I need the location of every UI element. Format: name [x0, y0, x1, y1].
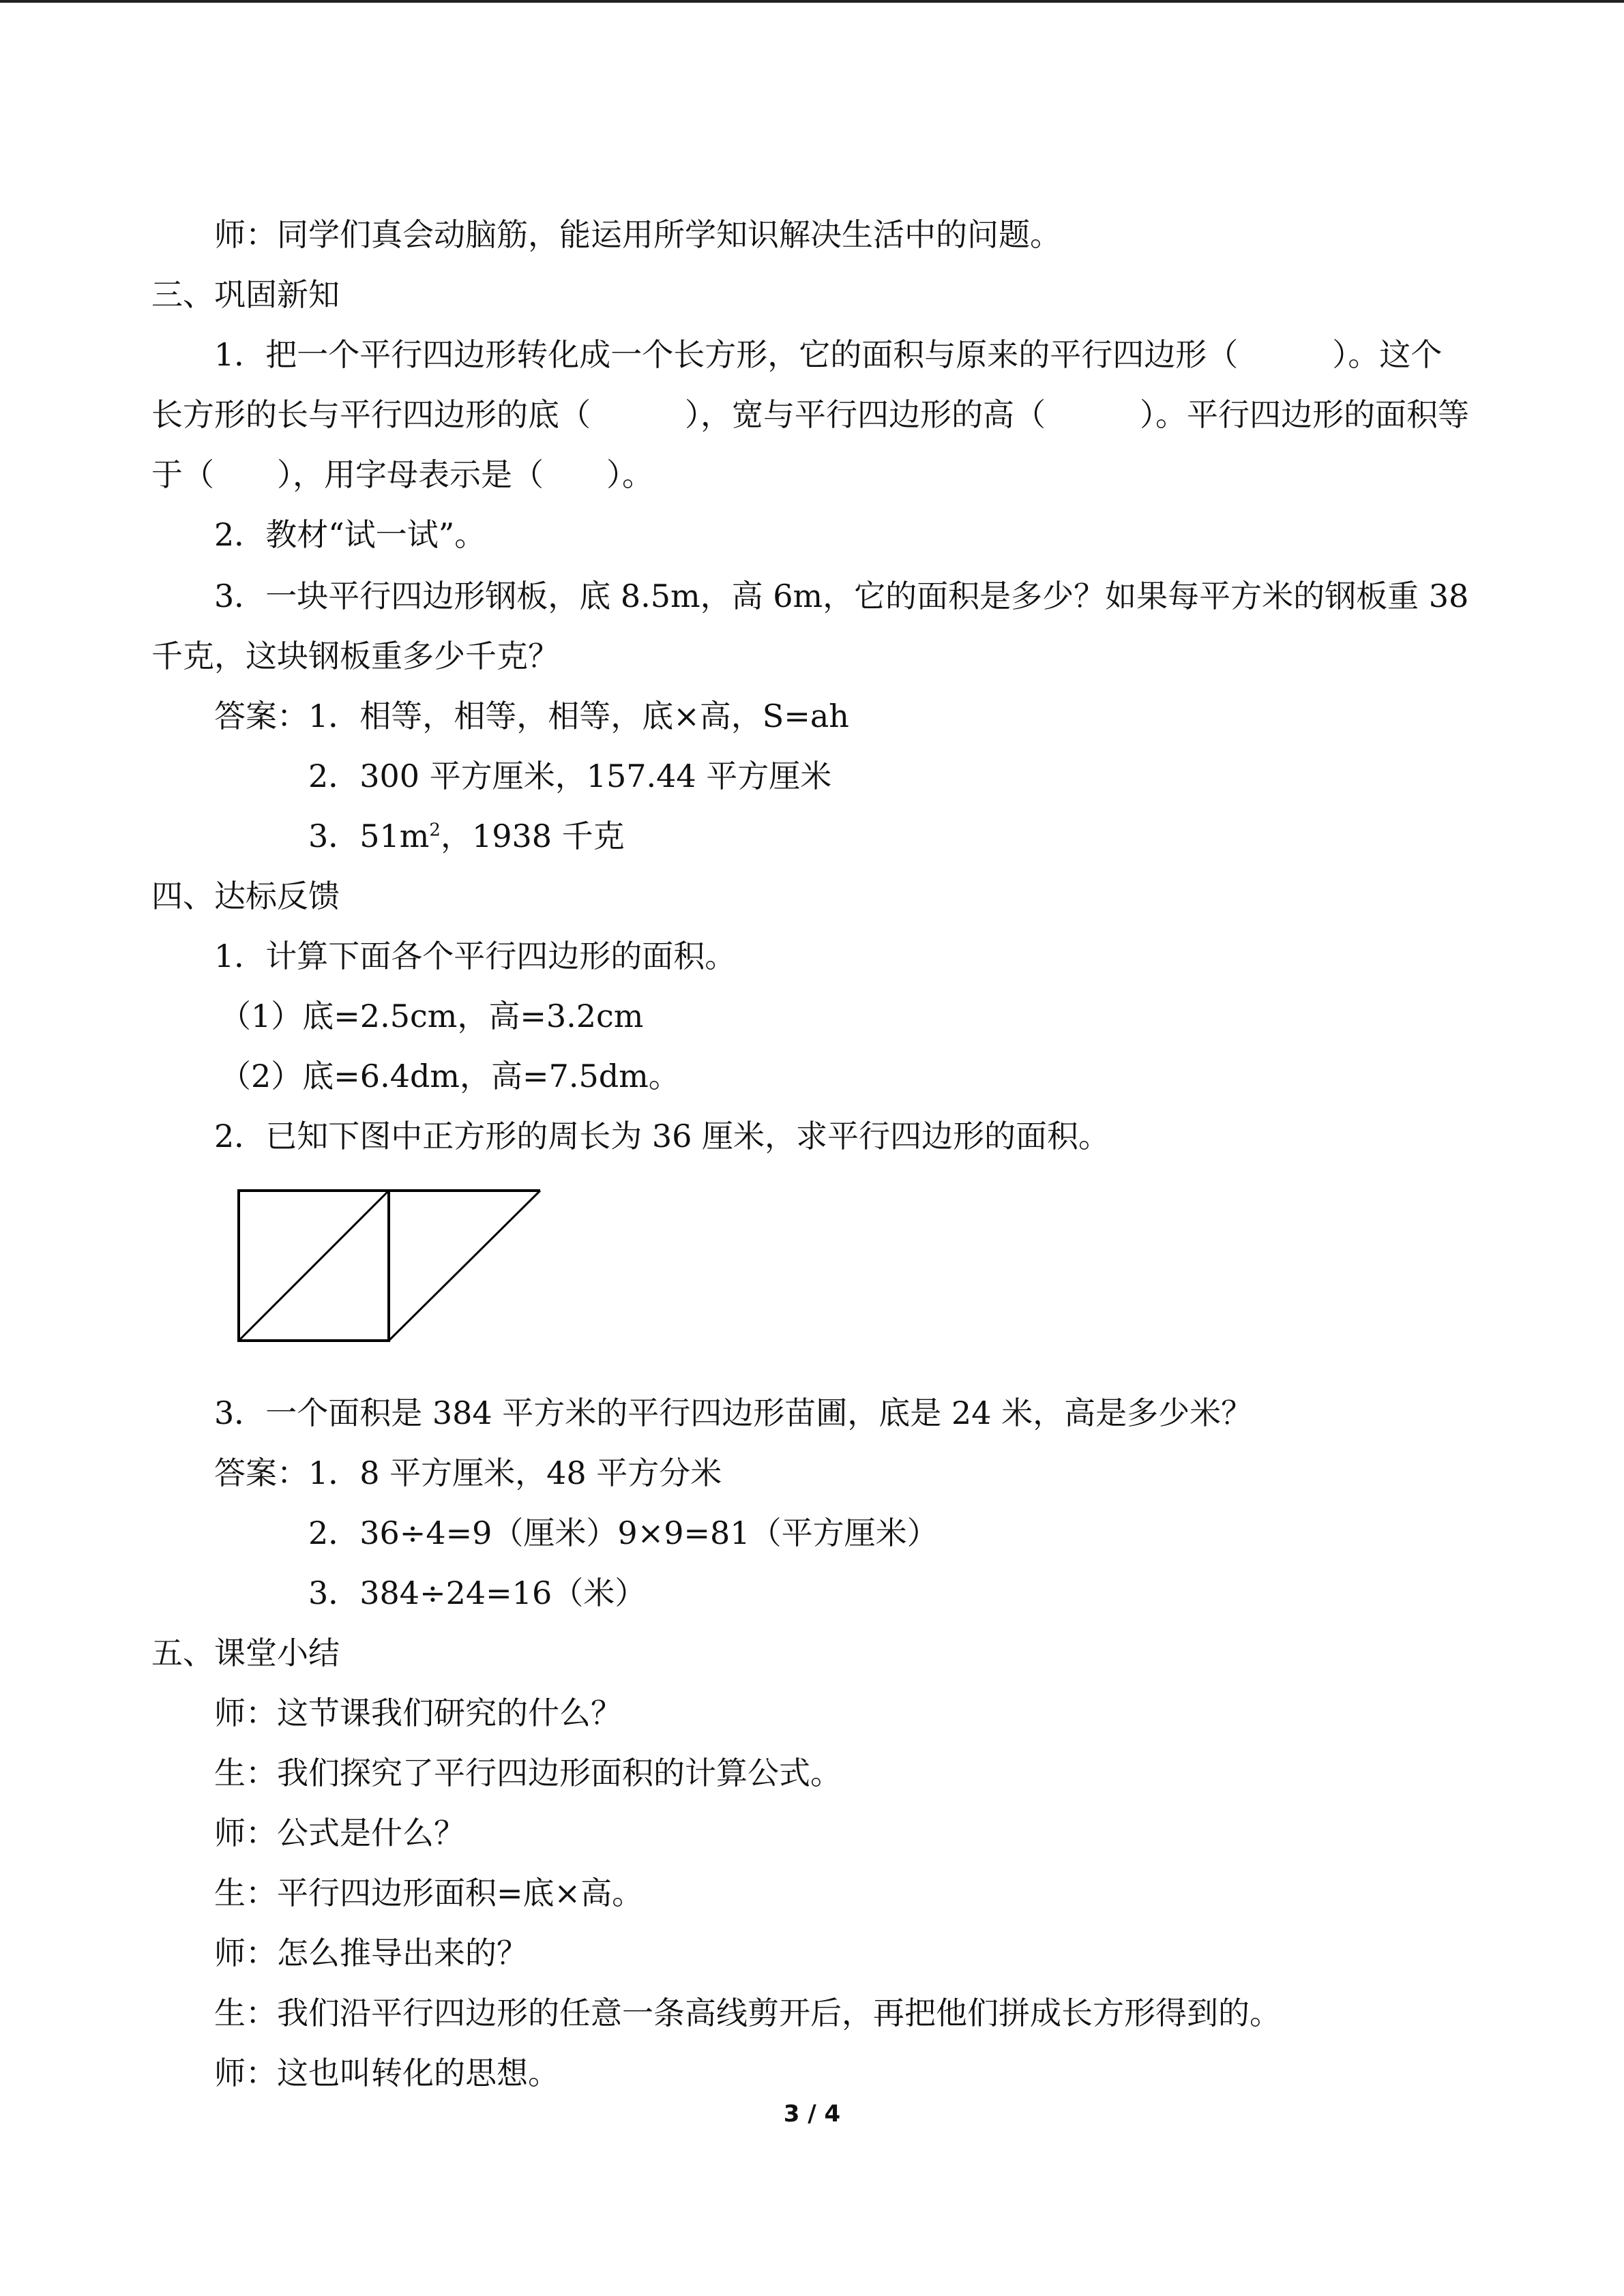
- question-2: 2．教材“试一试”。: [214, 516, 486, 553]
- exercise-3: 3．一个面积是 384 平方米的平行四边形苗圃，底是 24 米，高是多少米？: [214, 1395, 1253, 1431]
- top-border: [0, 0, 1624, 3]
- square-diagonal: [239, 1191, 389, 1341]
- dialogue-line: 师：怎么推导出来的？: [214, 1935, 528, 1971]
- question-1-line-1: 1．把一个平行四边形转化成一个长方形，它的面积与原来的平行四边形（ ）。这个: [214, 336, 1443, 373]
- section-heading-4: 四、达标反馈: [151, 878, 340, 914]
- section-heading-5: 五、课堂小结: [151, 1635, 340, 1671]
- superscript-2: 2: [429, 820, 441, 841]
- answer-2: 2．300 平方厘米，157.44 平方厘米: [308, 758, 832, 794]
- question-3-line-2: 千克，这块钢板重多少千克？: [151, 638, 559, 674]
- question-1-line-3: 于（ ），用字母表示是（ ）。: [151, 456, 653, 493]
- answer-exercise-3: 3．384÷24=16（米）: [308, 1575, 647, 1611]
- exercise-1: 1．计算下面各个平行四边形的面积。: [214, 938, 737, 974]
- dialogue-line: 师：这节课我们研究的什么？: [214, 1695, 622, 1731]
- answer-3-rest: ，1938 千克: [440, 818, 625, 854]
- dialogue-line: 师：公式是什么？: [214, 1815, 465, 1851]
- exercise-1-part-2: （2）底=6.4dm，高=7.5dm。: [220, 1058, 680, 1094]
- answer-exercise-2: 2．36÷4=9（厘米）9×9=81（平方厘米）: [308, 1515, 939, 1551]
- answer-3-value: 3．51m: [308, 818, 430, 854]
- dialogue-line: 生：我们探究了平行四边形面积的计算公式。: [214, 1755, 842, 1791]
- answer-3: [308, 814, 625, 858]
- exercise-1-part-1: （1）底=2.5cm，高=3.2cm: [220, 998, 644, 1034]
- dialogue-line: 师：同学们真会动脑筋，能运用所学知识解决生活中的问题。: [214, 216, 1061, 253]
- square-parallelogram-figure: [232, 1184, 546, 1347]
- section-heading-3: 三、巩固新知: [151, 276, 340, 313]
- dialogue-line: 生：平行四边形面积=底×高。: [214, 1875, 644, 1911]
- answer-exercise-1: 答案：1．8 平方厘米，48 平方分米: [214, 1455, 722, 1491]
- parallelogram-slant-edge: [389, 1191, 540, 1341]
- question-1-line-2: 长方形的长与平行四边形的底（ ），宽与平行四边形的高（ ）。平行四边形的面积等: [151, 396, 1469, 433]
- dialogue-line: 生：我们沿平行四边形的任意一条高线剪开后，再把他们拼成长方形得到的。: [214, 1995, 1281, 2031]
- question-3-line-1: 3．一块平行四边形钢板，底 8.5m，高 6m，它的面积是多少？如果每平方米的钢板重 38: [214, 578, 1469, 614]
- exercise-2: 2．已知下图中正方形的周长为 36 厘米，求平行四边形的面积。: [214, 1118, 1110, 1154]
- dialogue-line: 师：这也叫转化的思想。: [214, 2055, 559, 2091]
- answer-1: 答案：1．相等，相等，相等，底×高，S=ah: [214, 698, 849, 734]
- page-number: 3 / 4: [783, 2100, 841, 2128]
